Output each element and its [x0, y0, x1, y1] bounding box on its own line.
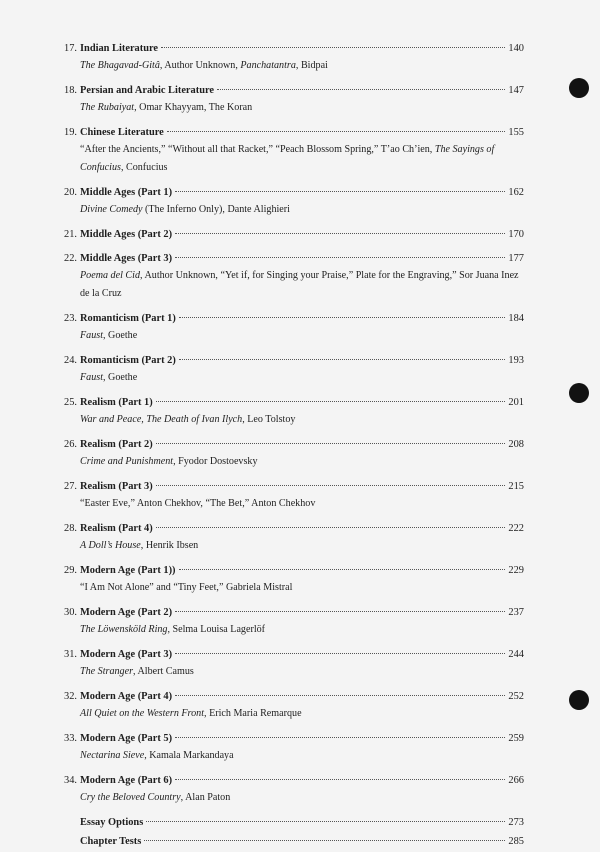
- toc-entry[interactable]: [64, 730, 524, 772]
- toc-entry[interactable]: [64, 436, 524, 478]
- chapter-number: 26.: [64, 439, 77, 450]
- chapter-number: 18.: [64, 85, 77, 96]
- toc-entry[interactable]: [64, 82, 524, 124]
- chapter-title: Middle Ages (Part 3): [80, 253, 173, 264]
- toc-entry-heading: [64, 226, 524, 243]
- reading-text: The Bhagavad-Gitâ: [80, 60, 160, 71]
- toc-entry[interactable]: [64, 646, 524, 688]
- chapter-readings: [80, 495, 524, 513]
- toc-entry-heading: [64, 562, 524, 579]
- reading-text: , Omar Khayyam, The Koran: [134, 102, 253, 113]
- toc-entry-heading: [64, 352, 524, 369]
- chapter-number: 22.: [64, 253, 77, 264]
- chapter-title: Realism (Part 1): [80, 397, 153, 408]
- reading-text: , Erich Maria Remarque: [204, 708, 302, 719]
- dot-leader: [175, 695, 505, 696]
- chapter-number: 19.: [64, 127, 77, 138]
- chapter-number: 23.: [64, 313, 77, 324]
- toc-entry-heading: [64, 520, 524, 537]
- reading-text: The Stranger: [80, 666, 133, 677]
- dot-leader: [179, 359, 506, 360]
- page-number: 140: [508, 43, 524, 54]
- reading-text: A Doll’s House: [80, 540, 141, 551]
- reading-text: , Goethe: [103, 372, 138, 383]
- toc-entry[interactable]: [64, 124, 524, 184]
- toc-entry[interactable]: [64, 394, 524, 436]
- chapter-readings: [80, 705, 524, 723]
- page-number: 208: [508, 439, 524, 450]
- toc-entry-heading: [64, 124, 524, 141]
- chapter-readings: [80, 663, 524, 681]
- chapter-number: 28.: [64, 523, 77, 534]
- reading-text: Cry the Beloved Country: [80, 792, 181, 803]
- chapter-title: Modern Age (Part 6): [80, 775, 173, 786]
- page-number: 273: [508, 817, 524, 828]
- chapter-title: Middle Ages (Part 1): [80, 187, 173, 198]
- chapter-title: Realism (Part 2): [80, 439, 153, 450]
- reading-text: , Alan Paton: [180, 792, 231, 803]
- dot-leader: [156, 485, 506, 486]
- toc-entry-heading: [64, 310, 524, 327]
- dot-leader: [175, 233, 505, 234]
- page-number: 229: [508, 565, 524, 576]
- dot-leader: [175, 653, 505, 654]
- chapter-title: Romanticism (Part 1): [80, 313, 176, 324]
- chapter-title: Realism (Part 3): [80, 481, 153, 492]
- page-number: 147: [508, 85, 524, 96]
- reading-text: , Author Unknown, “Yet if, for Singing your Praise,” Plate for the Engraving,” Sor Juana Inez de la Cruz: [80, 270, 519, 299]
- chapter-readings: [80, 369, 524, 387]
- chapter-title: Romanticism (Part 2): [80, 355, 176, 366]
- dot-leader: [179, 317, 506, 318]
- dot-leader: [175, 779, 505, 780]
- chapter-title: Modern Age (Part 5): [80, 733, 173, 744]
- toc-entry[interactable]: [64, 250, 524, 310]
- chapter-readings: [80, 201, 524, 219]
- reading-text: , Bidpai: [295, 60, 328, 71]
- reading-text: , Author Unknown,: [159, 60, 241, 71]
- toc-entry[interactable]: [64, 352, 524, 394]
- dot-leader: [156, 443, 506, 444]
- toc-entry-heading: [64, 646, 524, 663]
- dot-leader: [144, 840, 505, 841]
- dot-leader: [175, 611, 505, 612]
- chapter-number: 17.: [64, 43, 77, 54]
- toc-entry-heading: [64, 478, 524, 495]
- chapter-number: 33.: [64, 733, 77, 744]
- page-number: 222: [508, 523, 524, 534]
- toc-entry[interactable]: [64, 478, 524, 520]
- dot-leader: [156, 401, 506, 402]
- toc-extra-entry[interactable]: [80, 814, 524, 831]
- chapter-number: 21.: [64, 229, 77, 240]
- toc-entry[interactable]: [64, 604, 524, 646]
- chapter-number: 34.: [64, 775, 77, 786]
- toc-entry-heading: [64, 730, 524, 747]
- binder-hole-top: [569, 78, 589, 98]
- toc-entry-heading: [64, 184, 524, 201]
- chapter-readings: [80, 327, 524, 345]
- toc-extra-entry[interactable]: [80, 833, 524, 850]
- chapter-readings: [80, 537, 524, 555]
- page-number: 155: [508, 127, 524, 138]
- binder-hole-middle: [569, 383, 589, 403]
- chapter-title: Modern Age (Part 4): [80, 691, 173, 702]
- reading-text: The Sayings of Confucius: [80, 144, 495, 173]
- dot-leader: [179, 569, 506, 570]
- dot-leader: [175, 191, 505, 192]
- reading-text: , Leo Tolstoy: [242, 414, 296, 425]
- toc-entry-heading: [64, 82, 524, 99]
- toc-entry-heading: [80, 814, 524, 831]
- chapter-number: 27.: [64, 481, 77, 492]
- page-number: 285: [508, 836, 524, 847]
- chapter-number: 30.: [64, 607, 77, 618]
- chapter-title: Middle Ages (Part 2): [80, 229, 173, 240]
- chapter-readings: [80, 747, 524, 765]
- table-of-contents: [0, 40, 600, 852]
- reading-text: “I Am Not Alone” and “Tiny Feet,” Gabriela Mistral: [80, 582, 293, 593]
- toc-entry[interactable]: [64, 184, 524, 226]
- reading-text: The Rubaiyat: [80, 102, 135, 113]
- page-number: 184: [508, 313, 524, 324]
- dot-leader: [167, 131, 506, 132]
- reading-text: , Henrik Ibsen: [140, 540, 199, 551]
- chapter-readings: [80, 141, 524, 177]
- chapter-number: 32.: [64, 691, 77, 702]
- reading-text: , Selma Louisa Lagerlöf: [167, 624, 266, 635]
- reading-text: , Confucius: [120, 162, 168, 173]
- reading-text: War and Peace, The Death of Ivan Ilych: [80, 414, 243, 425]
- toc-entry[interactable]: [64, 520, 524, 562]
- toc-entry-heading: [64, 436, 524, 453]
- chapter-title: Realism (Part 4): [80, 523, 153, 534]
- chapter-readings: [80, 99, 524, 117]
- reading-text: The Löwensköld Ring: [80, 624, 168, 635]
- toc-entry[interactable]: [64, 40, 524, 82]
- reading-text: Crime and Punishment: [80, 456, 174, 467]
- chapter-number: 31.: [64, 649, 77, 660]
- chapter-readings: [80, 621, 524, 639]
- chapter-number: 20.: [64, 187, 77, 198]
- chapter-number: 24.: [64, 355, 77, 366]
- reading-text: Nectarina Sieve: [80, 750, 145, 761]
- page-number: 259: [508, 733, 524, 744]
- chapter-title: Chinese Literature: [80, 127, 164, 138]
- dot-leader: [161, 47, 505, 48]
- reading-text: Poema del Cid: [80, 270, 140, 281]
- toc-entry[interactable]: [64, 226, 524, 250]
- chapter-title: Persian and Arabic Literature: [80, 85, 215, 96]
- reading-text: , Fyodor Dostoevsky: [173, 456, 258, 467]
- page-number: 193: [508, 355, 524, 366]
- chapter-readings: [80, 579, 524, 597]
- chapter-title: Modern Age (Part 3): [80, 649, 173, 660]
- toc-entry-heading: [64, 250, 524, 267]
- page-number: 162: [508, 187, 524, 198]
- reading-text: “After the Ancients,” “Without all that Racket,” “Peach Blossom Spring,” T’ao Ch’ien,: [80, 144, 435, 155]
- dot-leader: [175, 257, 505, 258]
- reading-text: , Albert Camus: [133, 666, 194, 677]
- chapter-title: Modern Age (Part 1)): [80, 565, 176, 576]
- chapter-title: Indian Literature: [80, 43, 159, 54]
- toc-entry[interactable]: [64, 310, 524, 352]
- chapter-readings: [80, 453, 524, 471]
- chapter-readings: [80, 57, 524, 75]
- chapter-number: 29.: [64, 565, 77, 576]
- page-number: 201: [508, 397, 524, 408]
- toc-entry[interactable]: [64, 562, 524, 604]
- toc-entry-heading: [64, 40, 524, 57]
- binder-hole-bottom: [569, 690, 589, 710]
- reading-text: Faust: [80, 330, 103, 341]
- section-title: Essay Options: [80, 817, 144, 828]
- reading-text: (The Inferno Only), Dante Alighieri: [142, 204, 290, 215]
- section-title: Chapter Tests: [80, 836, 142, 847]
- chapter-title: Modern Age (Part 2): [80, 607, 173, 618]
- dot-leader: [146, 821, 505, 822]
- page-number: 244: [508, 649, 524, 660]
- dot-leader: [175, 737, 505, 738]
- page-number: 215: [508, 481, 524, 492]
- toc-entry-heading: [80, 833, 524, 850]
- toc-entry-heading: [64, 772, 524, 789]
- reading-text: , Kamala Markandaya: [144, 750, 234, 761]
- page-number: 266: [508, 775, 524, 786]
- toc-entry-heading: [64, 604, 524, 621]
- dot-leader: [156, 527, 506, 528]
- toc-entry-heading: [64, 688, 524, 705]
- reading-text: Faust: [80, 372, 103, 383]
- toc-entry-heading: [64, 394, 524, 411]
- reading-text: , Goethe: [103, 330, 138, 341]
- chapter-readings: [80, 789, 524, 807]
- chapter-number: 25.: [64, 397, 77, 408]
- reading-text: All Quiet on the Western Front: [80, 708, 205, 719]
- page-number: 252: [508, 691, 524, 702]
- dot-leader: [217, 89, 505, 90]
- reading-text: Divine Comedy: [80, 204, 143, 215]
- toc-entry[interactable]: [64, 688, 524, 730]
- page-number: 177: [508, 253, 524, 264]
- reading-text: “Easter Eve,” Anton Chekhov, “The Bet,” Anton Chekhov: [80, 498, 316, 509]
- chapter-readings: [80, 411, 524, 429]
- page-number: 237: [508, 607, 524, 618]
- page-number: 170: [508, 229, 524, 240]
- toc-entry[interactable]: [64, 772, 524, 814]
- reading-text: Panchatantra: [240, 60, 296, 71]
- chapter-readings: [80, 267, 524, 303]
